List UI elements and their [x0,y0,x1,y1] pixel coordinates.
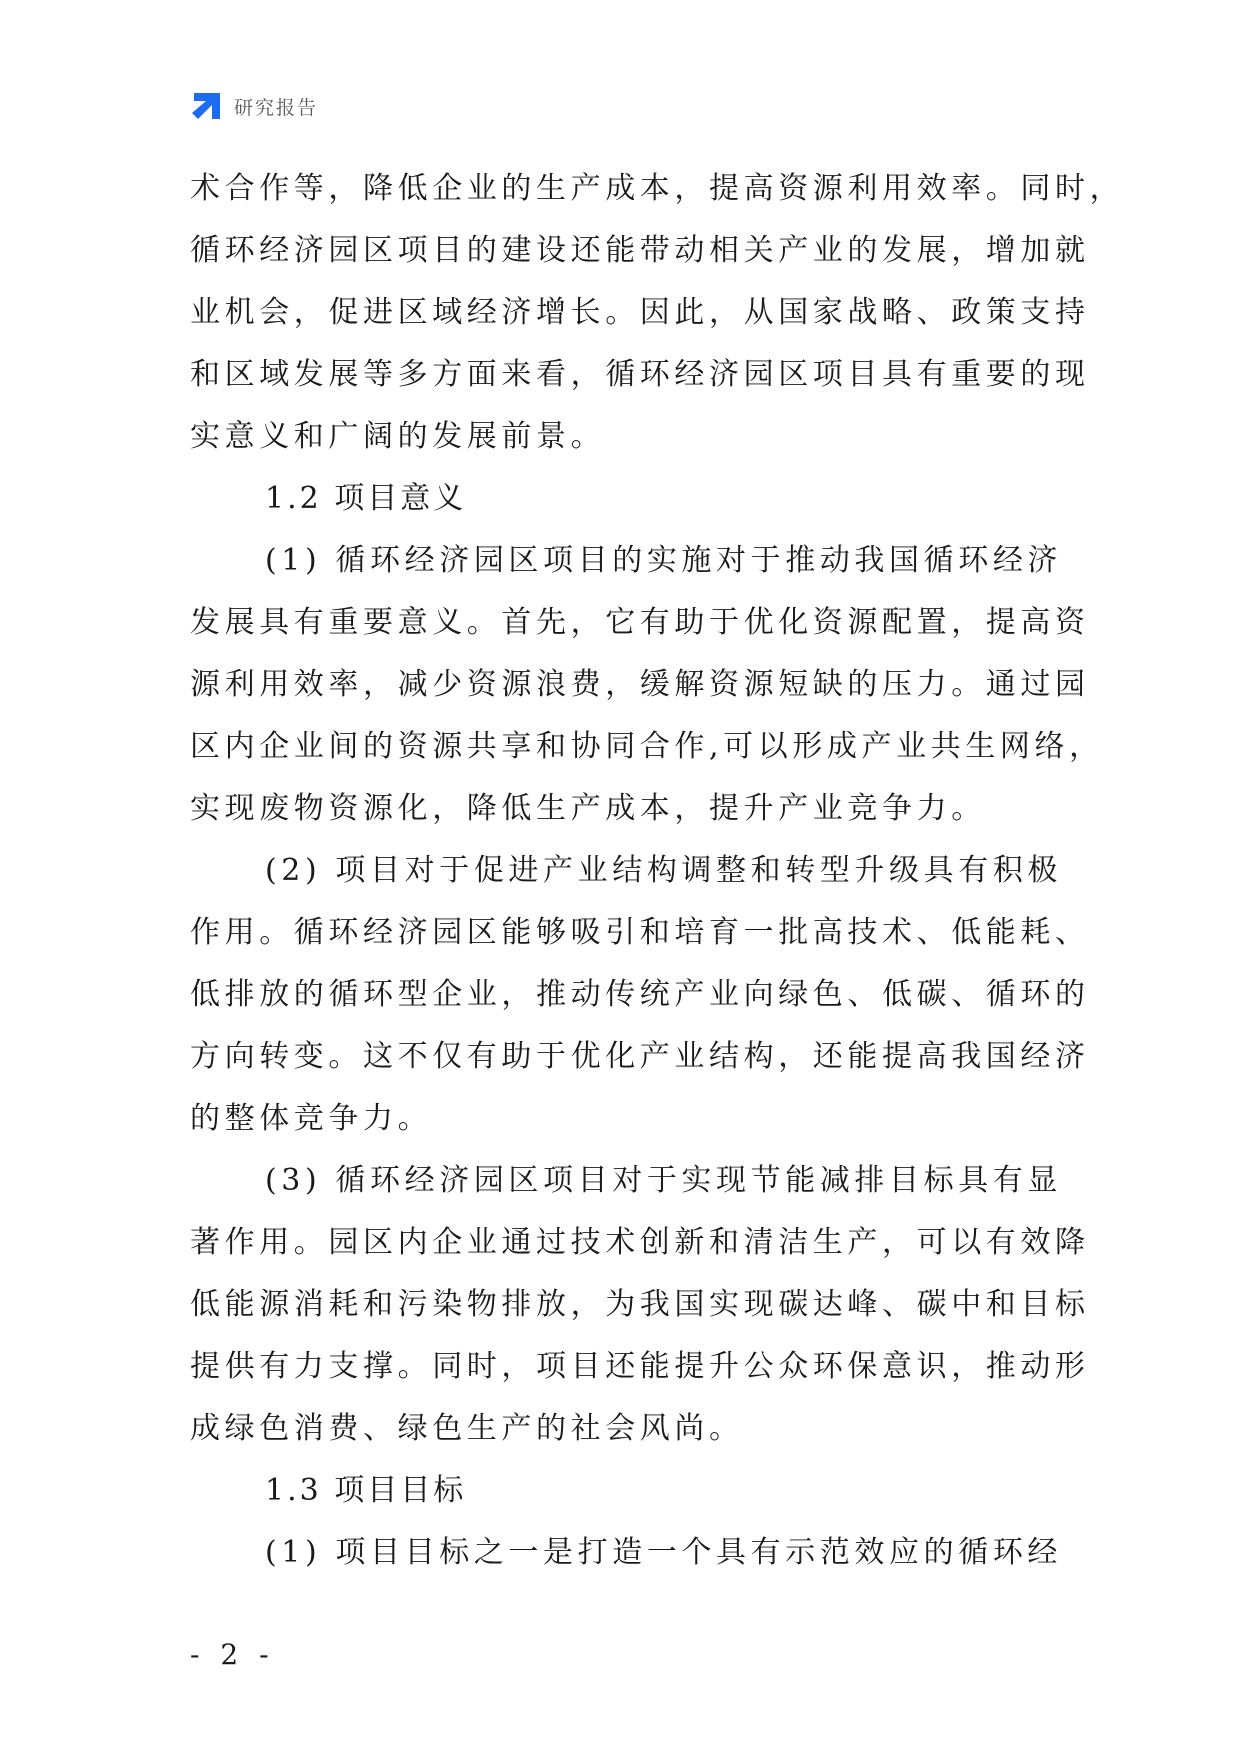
body-line: 循环经济园区项目的建设还能带动相关产业的发展，增加就 [190,233,1090,268]
body-line: 实现废物资源化，降低生产成本，提升产业竞争力。 [190,791,986,826]
section-heading-1-2: 1.2 项目意义 [265,481,467,516]
body-line: 低能源消耗和污染物排放，为我国实现碳达峰、碳中和目标 [190,1287,1090,1322]
body-line: 术合作等，降低企业的生产成本，提高资源利用效率。同时， [190,171,1125,206]
body-line: (2) 项目对于促进产业结构调整和转型升级具有积极 [265,853,1063,888]
body-line: 区内企业间的资源共享和协同合作,可以形成产业共生网络， [190,729,1104,764]
body-line: 实意义和广阔的发展前景。 [190,419,606,454]
body-line: (1) 循环经济园区项目的实施对于推动我国循环经济 [265,543,1063,578]
section-heading-1-3: 1.3 项目目标 [265,1473,467,1508]
body-line: 低排放的循环型企业，推动传统产业向绿色、低碳、循环的 [190,977,1090,1012]
document-body [190,158,1125,1584]
body-line: 方向转变。这不仅有助于优化产业结构，还能提高我国经济 [190,1039,1090,1074]
logo-arrow-icon [190,89,224,123]
body-line: 源利用效率，减少资源浪费，缓解资源短缺的压力。通过园 [190,667,1090,702]
body-line: 成绿色消费、绿色生产的社会风尚。 [190,1411,744,1446]
body-line: 业机会，促进区域经济增长。因此，从国家战略、政策支持 [190,295,1090,330]
body-line: (3) 循环经济园区项目对于实现节能减排目标具有显 [265,1163,1063,1198]
page-number: - 2 - [190,1638,275,1671]
body-line: 著作用。园区内企业通过技术创新和清洁生产，可以有效降 [190,1225,1090,1260]
body-line: (1) 项目目标之一是打造一个具有示范效应的循环经 [265,1535,1063,1570]
body-line: 作用。循环经济园区能够吸引和培育一批高技术、低能耗、 [190,915,1090,950]
body-line: 提供有力支撑。同时，项目还能提升公众环保意识，推动形 [190,1349,1090,1384]
header-title: 研究报告 [234,96,319,119]
body-line: 发展具有重要意义。首先，它有助于优化资源配置，提高资 [190,605,1090,640]
body-line: 和区域发展等多方面来看，循环经济园区项目具有重要的现 [190,357,1090,392]
body-line: 的整体竞争力。 [190,1101,433,1136]
page-header [190,88,318,124]
